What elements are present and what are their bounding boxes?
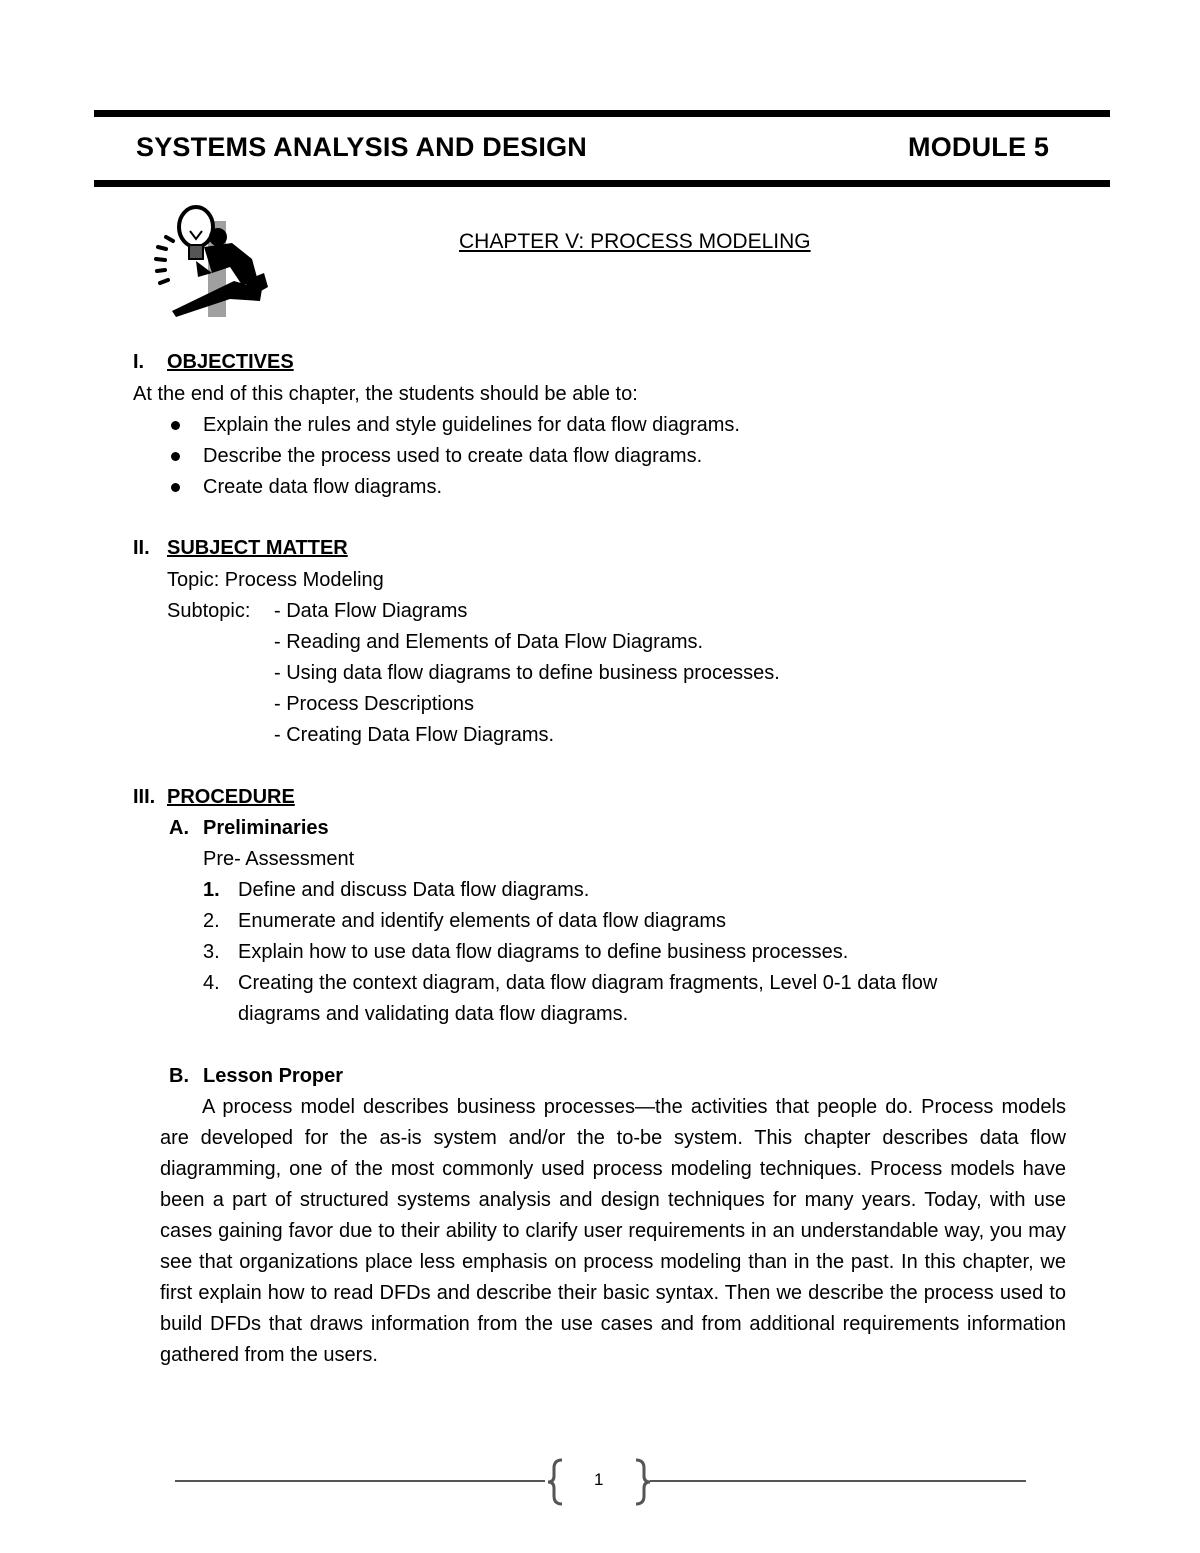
- header-top-rule: [94, 110, 1110, 117]
- list-item: Creating the context diagram, data flow diagram fragments, Level 0-1 data flow: [238, 972, 938, 994]
- lesson-paragraph: A process model describes business processes—the activities that people do. Process models are developed for the as-is system and/or the to-be system. This chapter describes data flow diagramming, one of the most commonly used process modeling techniques. Process models have been a part of structured systems analysis and design techniques for many years. Today, with use cases gaining favor due to their ability to clarify user requirements in an understandable way, you may see that organizations place less emphasis on process modeling than in the past. In this chapter, we first explain how to read DFDs and describe their basic syntax. Then we describe the process used to build DFDs that draws information from the use cases and from additional requirements information gathered from the users.: [160, 1096, 1066, 1366]
- objectives-intro: At the end of this chapter, the students should be able to:: [133, 383, 638, 405]
- lesson-proper-heading: Lesson Proper: [203, 1065, 344, 1087]
- objective-item: Explain the rules and style guidelines for data flow diagrams.: [203, 414, 740, 436]
- right-brace-icon: [632, 1458, 652, 1511]
- list-item: Enumerate and identify elements of data flow diagrams: [238, 910, 727, 932]
- list-number: 1.: [203, 879, 220, 901]
- preliminaries-heading: Preliminaries: [203, 817, 329, 839]
- subtopic-item: - Reading and Elements of Data Flow Diagrams.: [274, 631, 704, 653]
- module-label: MODULE 5: [908, 132, 1050, 162]
- list-item: Define and discuss Data flow diagrams.: [238, 879, 590, 901]
- subtopic-item: - Data Flow Diagrams: [274, 600, 468, 622]
- list-number: 2.: [203, 910, 220, 932]
- pre-assessment-label: Pre- Assessment: [203, 848, 355, 870]
- lesson-proper-letter: B.: [169, 1065, 189, 1087]
- document-title: SYSTEMS ANALYSIS AND DESIGN: [136, 132, 587, 162]
- thinker-lightbulb-icon: [150, 203, 270, 318]
- objective-item: Create data flow diagrams.: [203, 476, 443, 498]
- bullet-icon: [171, 452, 180, 461]
- objectives-number: I.: [133, 351, 145, 373]
- list-item: Explain how to use data flow diagrams to define business processes.: [238, 941, 849, 963]
- header-bottom-rule: [94, 180, 1110, 187]
- bullet-icon: [171, 421, 180, 430]
- objectives-heading: OBJECTIVES: [167, 351, 294, 373]
- subject-matter-number: II.: [133, 537, 150, 559]
- subject-matter-heading: SUBJECT MATTER: [167, 537, 348, 559]
- chapter-title: CHAPTER V: PROCESS MODELING: [459, 230, 811, 253]
- preliminaries-letter: A.: [169, 817, 189, 839]
- left-brace-icon: [546, 1458, 566, 1511]
- footer-rule-right: [650, 1480, 1026, 1482]
- footer-rule-left: [175, 1480, 545, 1482]
- list-number: 4.: [203, 972, 220, 994]
- subtopic-label: Subtopic:: [167, 600, 251, 622]
- list-item-continuation: diagrams and validating data flow diagrams.: [238, 1003, 629, 1025]
- subtopic-item: - Creating Data Flow Diagrams.: [274, 724, 555, 746]
- page-number: 1: [594, 1470, 604, 1489]
- subtopic-item: - Process Descriptions: [274, 693, 475, 715]
- procedure-number: III.: [133, 786, 156, 808]
- objective-item: Describe the process used to create data flow diagrams.: [203, 445, 703, 467]
- list-number: 3.: [203, 941, 220, 963]
- topic-line: Topic: Process Modeling: [167, 569, 384, 591]
- subtopic-item: - Using data flow diagrams to define business processes.: [274, 662, 780, 684]
- bullet-icon: [171, 483, 180, 492]
- procedure-heading: PROCEDURE: [167, 786, 295, 808]
